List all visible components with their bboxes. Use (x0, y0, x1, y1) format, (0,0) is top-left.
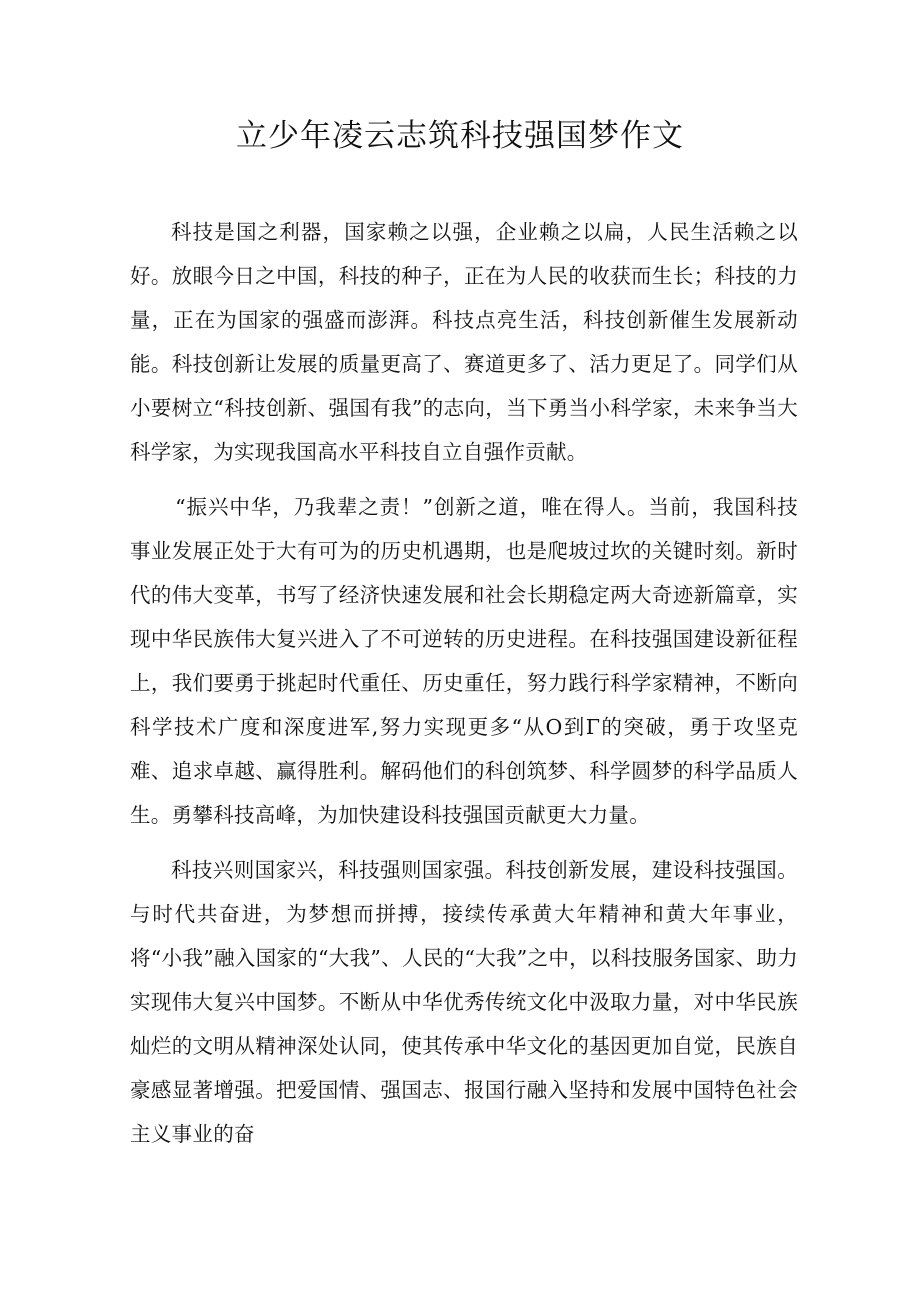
paragraph-1: 科技是国之利器，国家赖之以强，企业赖之以扁，人民生活赖之以好。放眼今日之中国，科技的种子，正在为人民的收获而生长；科技的力量，正在为国家的强盛而澎湃。科技点亮生活，科技创新催生发展新动能。科技创新让发展的质量更高了、赛道更多了、活力更足了。同学们从小要树立“科技创新、强国有我”的志向，当下勇当小科学家，未来争当大科学家，为实现我国高水平科技自立自强作贡献。 (130, 220, 798, 464)
paragraph-3: 科技兴则国家兴，科技强则国家强。科技创新发展，建设科技强国。与时代共奋进，为梦想而拼搏，接续传承黄大年精神和黄大年事业，将“小我”融入国家的“大我”、人民的“大我”之中，以科技服务国家、助力实现伟大复兴中国梦。不断从中华优秀传统文化中汲取力量，对中华民族灿烂的文明从精神深处认同，使其传承中华文化的基因更加自觉，民族自豪感显著增强。把爱国情、强国志、报国行融入坚持和发展中国特色社会主义事业的奋 (130, 858, 798, 1146)
document-title: 立少年凌云志筑科技强国梦作文 (236, 118, 684, 154)
document-body (130, 210, 798, 1167)
paragraph-2: “振兴中华，乃我辈之责！”创新之道，唯在得人。当前，我国科技事业发展正处于大有可为的历史机遇期，也是爬坡过坎的关键时刻。新时代的伟大变革，书写了经济快速发展和社会长期稳定两大奇迹新篇章，实现中华民族伟大复兴进入了不可逆转的历史进程。在科技强国建设新征程上，我们要勇于挑起时代重任、历史重任，努力践行科学家精神，不断向科学技术广度和深度进军,努力实现更多“从O到Γ的突破，勇于攻坚克难、追求卓越、赢得胜利。解码他们的科创筑梦、科学圆梦的科学品质人生。勇攀科技高峰，为加快建设科技强国贡献更大力量。 (130, 495, 798, 827)
